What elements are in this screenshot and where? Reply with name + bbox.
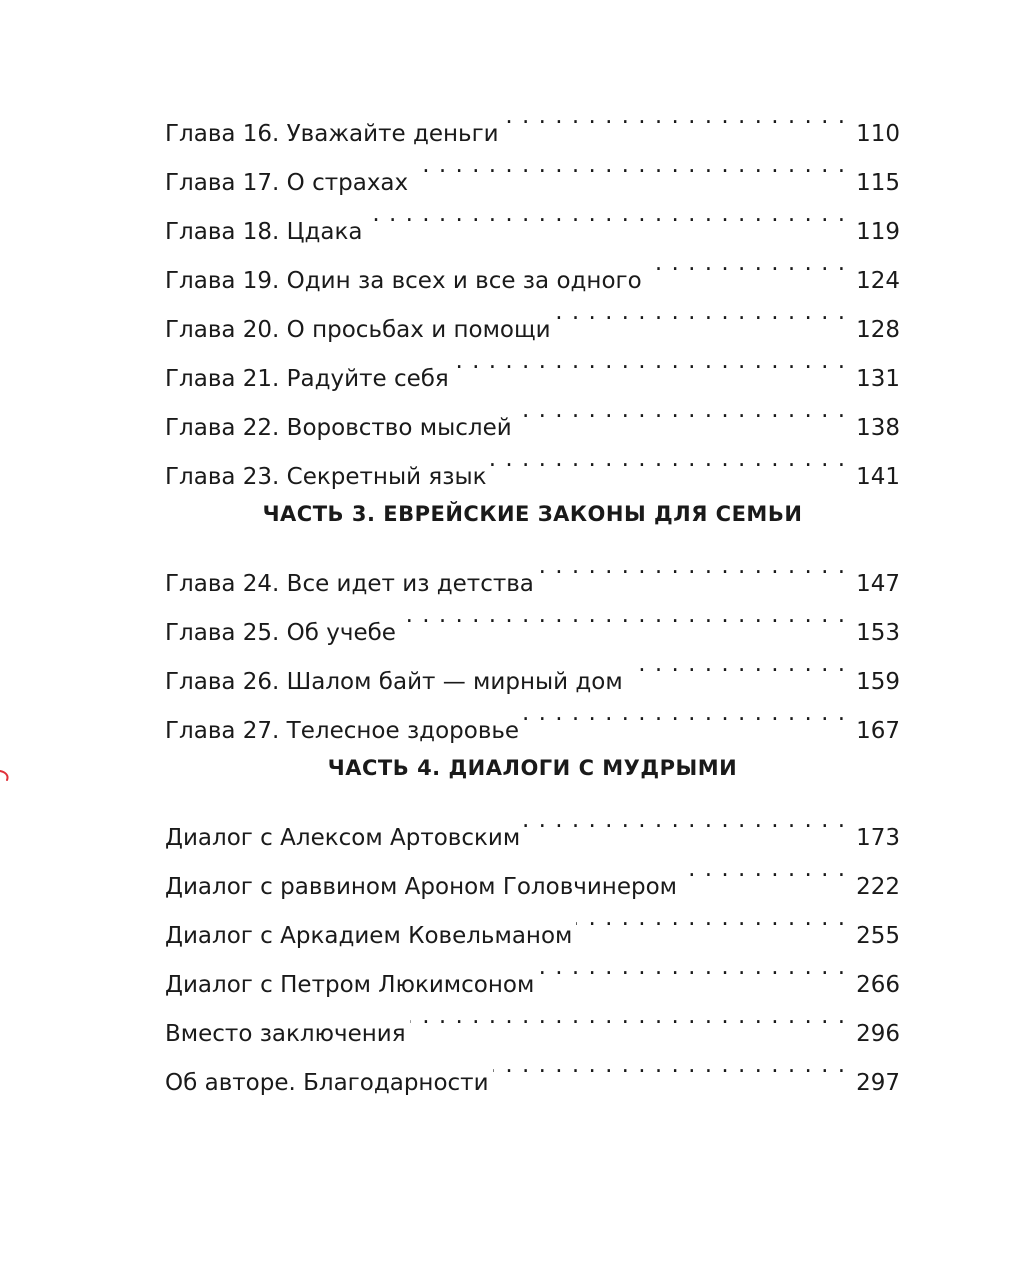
entry-title: Глава 24. Все идет из детства <box>165 571 534 597</box>
page-number: 173 <box>856 825 900 851</box>
entry-title: Глава 18. Цдака <box>165 219 363 245</box>
entry-title: Глава 22. Воровство мыслей <box>165 415 512 441</box>
page-number: 141 <box>856 464 900 490</box>
page-number: 131 <box>856 366 900 392</box>
table-of-contents <box>165 92 900 1096</box>
page-number: 147 <box>856 571 900 597</box>
dot-leader <box>646 239 846 288</box>
dot-leader <box>412 141 846 190</box>
entry-title: Глава 19. Один за всех и все за одного <box>165 268 642 294</box>
part-3-heading: ЧАСТЬ 3. ЕВРЕЙСКИЕ ЗАКОНЫ ДЛЯ СЕМЬИ <box>262 502 803 526</box>
entry-title: Глава 16. Уважайте деньги <box>165 121 499 147</box>
toc-entry-chapter-16[interactable] <box>165 92 900 147</box>
page-number: 297 <box>856 1070 900 1096</box>
entry-title: Глава 27. Телесное здоровье <box>165 718 520 744</box>
dot-leader <box>453 337 846 386</box>
toc-entry-chapter-24[interactable] <box>165 542 900 597</box>
dot-leader <box>516 386 846 435</box>
dot-leader <box>523 689 846 738</box>
entry-title: Диалог с раввином Ароном Головчинером <box>165 874 678 900</box>
entry-title: Об авторе. Благодарности <box>165 1070 489 1096</box>
dot-leader <box>410 992 847 1041</box>
entry-title: Диалог с Аркадием Ковельманом <box>165 923 573 949</box>
entry-title: Диалог с Алексом Артовским <box>165 825 521 851</box>
page-number: 138 <box>856 415 900 441</box>
dot-leader <box>681 845 846 894</box>
dot-leader <box>627 640 846 689</box>
part-4-heading: ЧАСТЬ 4. ДИАЛОГИ С МУДРЫМИ <box>327 756 738 780</box>
dot-leader <box>491 435 847 484</box>
entry-title: Глава 25. Об учебе <box>165 620 396 646</box>
dot-leader <box>367 190 847 239</box>
page-number: 115 <box>856 170 900 196</box>
page-number: 128 <box>856 317 900 343</box>
entry-title: Вместо заключения <box>165 1021 406 1047</box>
dot-leader <box>503 92 846 141</box>
dot-leader <box>576 894 846 943</box>
entry-title: Диалог с Петром Люкимсоном <box>165 972 535 998</box>
entry-title: Глава 17. О страхах <box>165 170 409 196</box>
dot-leader <box>524 796 846 845</box>
dot-leader <box>493 1041 847 1090</box>
dot-leader <box>538 943 846 992</box>
entry-title: Глава 26. Шалом байт — мирный дом <box>165 669 623 695</box>
page-number: 124 <box>856 268 900 294</box>
page-number: 266 <box>856 972 900 998</box>
entry-title: Глава 23. Секретный язык <box>165 464 487 490</box>
toc-entry-dialog-artovsky[interactable] <box>165 796 900 851</box>
page-number: 110 <box>856 121 900 147</box>
page-number: 222 <box>856 874 900 900</box>
page-number: 167 <box>856 718 900 744</box>
page-number: 296 <box>856 1021 900 1047</box>
dot-leader <box>555 288 846 337</box>
entry-title: Глава 21. Радуйте себя <box>165 366 449 392</box>
page-number: 119 <box>856 219 900 245</box>
entry-title: Глава 20. О просьбах и помощи <box>165 317 551 343</box>
page-number: 255 <box>856 923 900 949</box>
margin-pen-mark <box>0 768 14 782</box>
page-number: 153 <box>856 620 900 646</box>
dot-leader <box>538 542 846 591</box>
dot-leader <box>400 591 846 640</box>
page-number: 159 <box>856 669 900 695</box>
